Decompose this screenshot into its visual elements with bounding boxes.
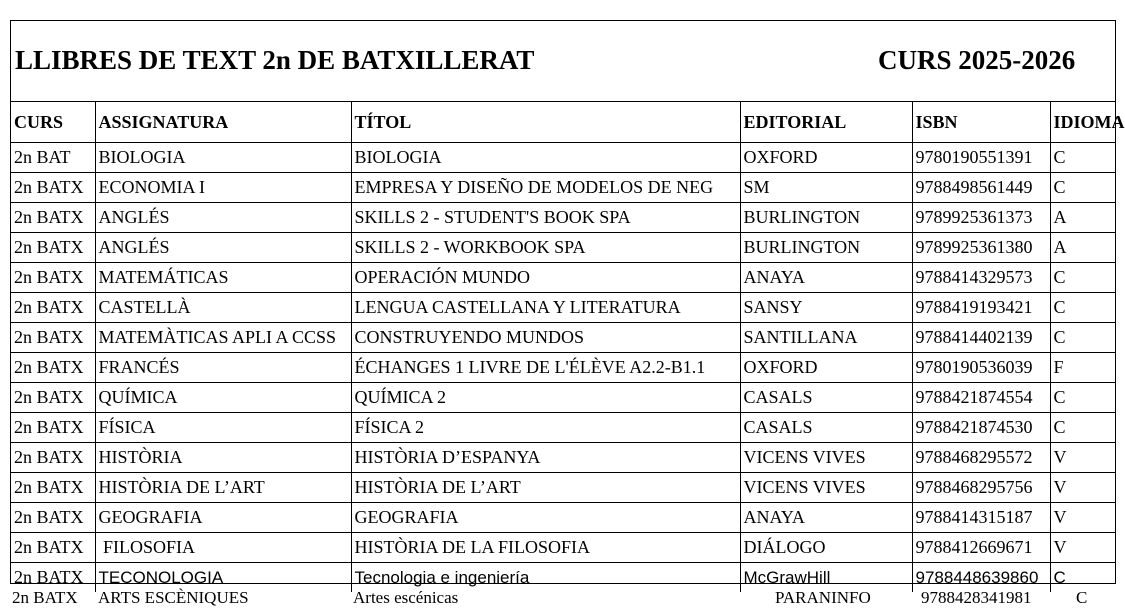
cell-editorial: OXFORD — [740, 143, 912, 173]
cell-assignatura: HISTÒRIA DE L’ART — [95, 473, 351, 503]
table-row — [11, 503, 1116, 533]
cell-curs: 2n BATX — [11, 203, 95, 233]
cell-titol: CONSTRUYENDO MUNDOS — [351, 323, 740, 353]
cell-idioma: F — [1050, 353, 1116, 383]
cell-curs: 2n BATX — [11, 263, 95, 293]
cell-isbn: 9780190536039 — [912, 353, 1050, 383]
cell-titol: FÍSICA 2 — [351, 413, 740, 443]
cell-curs: 2n BATX — [11, 413, 95, 443]
cell-editorial: VICENS VIVES — [740, 443, 912, 473]
table-row — [11, 233, 1116, 263]
page-title: LLIBRES DE TEXT 2n DE BATXILLERAT — [15, 45, 535, 75]
column-header-editorial: EDITORIAL — [740, 102, 912, 143]
cell-isbn: 9788448639860 — [912, 563, 1050, 593]
cell-isbn: 9788414315187 — [912, 503, 1050, 533]
table-row — [11, 323, 1116, 353]
cell-editorial: ANAYA — [740, 263, 912, 293]
cell-editorial: BURLINGTON — [740, 233, 912, 263]
column-header-curs: CURS — [11, 102, 95, 143]
cell-editorial: PARANINFO — [775, 588, 871, 607]
cell-isbn: 9788428341981 — [921, 588, 1032, 607]
cell-isbn: 9788421874530 — [912, 413, 1050, 443]
cell-assignatura: TECONOLOGIA — [95, 563, 351, 593]
table-row — [11, 533, 1116, 563]
cell-assignatura: MATEMÁTICAS — [95, 263, 351, 293]
table-row — [11, 173, 1116, 203]
cell-idioma: A — [1050, 233, 1116, 263]
cell-isbn: 9788412669671 — [912, 533, 1050, 563]
cell-assignatura: ARTS ESCÈNIQUES — [98, 588, 249, 607]
table-row — [11, 413, 1116, 443]
cell-isbn: 9788498561449 — [912, 173, 1050, 203]
cell-assignatura: GEOGRAFIA — [95, 503, 351, 533]
cell-assignatura: HISTÒRIA — [95, 443, 351, 473]
books-table — [11, 101, 1125, 592]
table-row — [11, 203, 1116, 233]
cell-isbn: 9788419193421 — [912, 293, 1050, 323]
cell-isbn: 9788421874554 — [912, 383, 1050, 413]
cell-isbn: 9788414329573 — [912, 263, 1050, 293]
cell-isbn: 9789925361373 — [912, 203, 1050, 233]
cell-isbn: 9780190551391 — [912, 143, 1050, 173]
table-row-overflow — [0, 586, 1122, 610]
cell-curs: 2n BATX — [11, 383, 95, 413]
cell-curs: 2n BATX — [11, 563, 95, 593]
cell-titol: HISTÒRIA DE L’ART — [351, 473, 740, 503]
cell-titol: SKILLS 2 - STUDENT'S BOOK SPA — [351, 203, 740, 233]
cell-titol: QUÍMICA 2 — [351, 383, 740, 413]
cell-assignatura: FILOSOFIA — [95, 533, 351, 563]
table-row — [11, 293, 1116, 323]
cell-assignatura: FRANCÉS — [95, 353, 351, 383]
cell-idioma: C — [1050, 263, 1116, 293]
cell-assignatura: ECONOMIA I — [95, 173, 351, 203]
cell-editorial: SANSY — [740, 293, 912, 323]
cell-idioma: V — [1050, 443, 1116, 473]
cell-curs: 2n BAT — [11, 143, 95, 173]
cell-curs: 2n BATX — [11, 293, 95, 323]
cell-curs: 2n BATX — [11, 353, 95, 383]
cell-assignatura: ANGLÉS — [95, 233, 351, 263]
cell-editorial: VICENS VIVES — [740, 473, 912, 503]
cell-idioma: C — [1076, 588, 1088, 607]
cell-assignatura: QUÍMICA — [95, 383, 351, 413]
cell-editorial: DIÁLOGO — [740, 533, 912, 563]
table-header-row — [11, 102, 1116, 143]
cell-assignatura: ANGLÉS — [95, 203, 351, 233]
table-row — [11, 443, 1116, 473]
cell-titol: OPERACIÓN MUNDO — [351, 263, 740, 293]
cell-titol: HISTÒRIA DE LA FILOSOFIA — [351, 533, 740, 563]
cell-curs: 2n BATX — [11, 233, 95, 263]
cell-curs: 2n BATX — [11, 503, 95, 533]
cell-curs: 2n BATX — [11, 173, 95, 203]
cell-titol: LENGUA CASTELLANA Y LITERATURA — [351, 293, 740, 323]
cell-titol: EMPRESA Y DISEÑO DE MODELOS DE NEG — [351, 173, 740, 203]
column-header-titol: TÍTOL — [351, 102, 740, 143]
cell-idioma: V — [1050, 473, 1116, 503]
cell-isbn: 9788414402139 — [912, 323, 1050, 353]
cell-idioma: C — [1050, 293, 1116, 323]
cell-titol: ÉCHANGES 1 LIVRE DE L'ÉLÈVE A2.2-B1.1 — [351, 353, 740, 383]
course-year: CURS 2025-2026 — [878, 45, 1076, 75]
cell-curs: 2n BATX — [11, 533, 95, 563]
cell-titol: HISTÒRIA D’ESPANYA — [351, 443, 740, 473]
cell-isbn: 9788468295756 — [912, 473, 1050, 503]
cell-curs: 2n BATX — [11, 473, 95, 503]
table-row — [11, 143, 1116, 173]
cell-editorial: McGrawHill — [740, 563, 912, 593]
column-header-isbn: ISBN — [912, 102, 1050, 143]
table-row — [11, 353, 1116, 383]
cell-isbn: 9788468295572 — [912, 443, 1050, 473]
column-header-idioma: IDIOMA — [1050, 102, 1116, 143]
cell-editorial: SANTILLANA — [740, 323, 912, 353]
cell-titol: GEOGRAFIA — [351, 503, 740, 533]
cell-titol: Artes escénicas — [353, 588, 459, 607]
cell-assignatura: MATEMÀTICAS APLI A CCSS — [95, 323, 351, 353]
booklist-sheet — [10, 20, 1125, 587]
cell-isbn: 9789925361380 — [912, 233, 1050, 263]
column-header-assignatura: ASSIGNATURA — [95, 102, 351, 143]
table-row — [11, 473, 1116, 503]
cell-editorial: BURLINGTON — [740, 203, 912, 233]
table-row — [11, 263, 1116, 293]
table-row — [11, 383, 1116, 413]
cell-curs: 2n BATX — [11, 443, 95, 473]
cell-idioma: C — [1050, 563, 1116, 593]
cell-assignatura: CASTELLÀ — [95, 293, 351, 323]
cell-titol: BIOLOGIA — [351, 143, 740, 173]
cell-titol: Tecnologia e ingeniería — [351, 563, 740, 593]
cell-idioma: C — [1050, 143, 1116, 173]
cell-idioma: A — [1050, 203, 1116, 233]
title-row — [11, 21, 1115, 101]
cell-idioma: V — [1050, 503, 1116, 533]
cell-idioma: C — [1050, 323, 1116, 353]
cell-editorial: CASALS — [740, 383, 912, 413]
cell-editorial: CASALS — [740, 413, 912, 443]
cell-editorial: SM — [740, 173, 912, 203]
cell-editorial: ANAYA — [740, 503, 912, 533]
cell-idioma: C — [1050, 173, 1116, 203]
cell-assignatura: BIOLOGIA — [95, 143, 351, 173]
cell-curs: 2n BATX — [11, 323, 95, 353]
cell-titol: SKILLS 2 - WORKBOOK SPA — [351, 233, 740, 263]
cell-idioma: C — [1050, 383, 1116, 413]
cell-editorial: OXFORD — [740, 353, 912, 383]
cell-curs: 2n BATX — [12, 588, 78, 607]
cell-assignatura: FÍSICA — [95, 413, 351, 443]
cell-idioma: V — [1050, 533, 1116, 563]
cell-idioma: C — [1050, 413, 1116, 443]
